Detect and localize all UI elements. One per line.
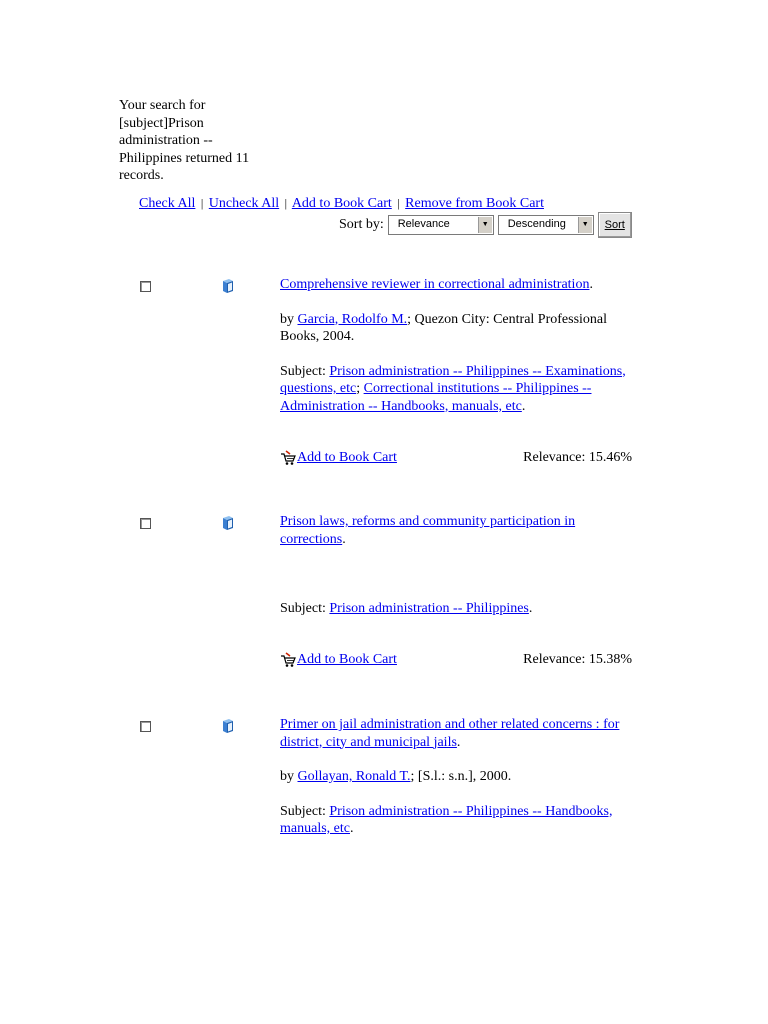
- subject-label: Subject:: [280, 363, 330, 379]
- punctuation: .: [528, 601, 533, 616]
- punctuation: .: [521, 398, 526, 414]
- check-all-link[interactable]: Check All: [139, 196, 196, 211]
- remove-from-cart-link[interactable]: Remove from Book Cart: [405, 196, 544, 211]
- subject-label: Subject:: [280, 601, 330, 616]
- separator: |: [397, 196, 400, 210]
- chevron-down-icon: ▼: [478, 217, 492, 233]
- sort-field-value: Relevance: [397, 218, 450, 230]
- chevron-down-icon: ▼: [578, 217, 592, 233]
- book-icon: [222, 719, 234, 733]
- sort-field-select[interactable]: [388, 215, 494, 235]
- subject-link[interactable]: Correctional institutions -- Philippines -- Administration -- Handbooks, manuals, etc: [280, 381, 592, 414]
- publication-info: ; [S.l.: s.n.], 2000.: [410, 769, 512, 784]
- shopping-cart-icon: [280, 652, 296, 668]
- author-link[interactable]: Garcia, Rodolfo M.: [297, 311, 408, 327]
- summary-line: [subject]Prison: [119, 115, 204, 131]
- punctuation: .: [342, 531, 346, 547]
- publication-info: ; Quezon City: Central Professional Books, 2004.: [280, 311, 608, 344]
- separator: |: [284, 196, 288, 210]
- relevance-score: Relevance: 15.46%: [523, 450, 632, 465]
- separator: |: [200, 196, 204, 210]
- summary-line: records.: [119, 168, 164, 183]
- add-to-cart-link[interactable]: Add to Book Cart: [291, 196, 392, 211]
- uncheck-all-link[interactable]: Uncheck All: [208, 196, 280, 211]
- record-2-cart-row: [280, 652, 638, 670]
- summary-line: Your search for: [119, 98, 206, 113]
- subject-link[interactable]: Prison administration -- Philippines -- Examinations, questions, etc: [280, 363, 626, 396]
- subject-link[interactable]: Prison administration -- Philippines: [329, 601, 529, 616]
- record-1-cart-row: [280, 450, 638, 468]
- search-summary: [119, 97, 279, 185]
- by-label: by: [280, 311, 298, 327]
- record-1: [280, 276, 638, 415]
- subject-label: Subject:: [280, 803, 330, 819]
- record-title-link[interactable]: Primer on jail administration and other related concerns : for district, city and municipal jails: [280, 717, 620, 750]
- punctuation: .: [349, 821, 354, 836]
- sort-order-value: Descending: [507, 218, 566, 230]
- by-label: by: [280, 769, 298, 784]
- summary-line: Philippines returned 11: [119, 150, 250, 166]
- sort-button[interactable]: Sort: [598, 212, 632, 238]
- book-icon: [222, 279, 234, 293]
- summary-line: administration --: [119, 133, 213, 148]
- record-title-link[interactable]: Prison laws, reforms and community participation in corrections: [280, 514, 576, 547]
- add-to-cart-link[interactable]: Add to Book Cart: [297, 652, 397, 667]
- author-link[interactable]: Gollayan, Ronald T.: [297, 769, 411, 784]
- record-checkbox[interactable]: [140, 518, 151, 529]
- add-to-cart-link[interactable]: Add to Book Cart: [297, 450, 397, 465]
- punctuation: ;: [356, 381, 364, 396]
- shopping-cart-icon: [280, 450, 296, 466]
- add-to-book-cart[interactable]: [280, 450, 397, 466]
- record-2: [280, 513, 638, 618]
- record-checkbox[interactable]: [140, 281, 151, 292]
- punctuation: .: [456, 734, 461, 750]
- relevance-score: Relevance: 15.38%: [523, 652, 632, 667]
- record-checkbox[interactable]: [140, 721, 151, 732]
- sort-label: Sort by:: [339, 217, 384, 232]
- subject-link[interactable]: Prison administration -- Philippines -- Handbooks, manuals, etc: [280, 803, 613, 836]
- add-to-book-cart[interactable]: [280, 652, 397, 668]
- sort-bar: [339, 212, 632, 238]
- punctuation: .: [589, 277, 593, 292]
- sort-order-select[interactable]: [498, 215, 594, 235]
- book-icon: [222, 516, 234, 530]
- bulk-actions-bar: [139, 194, 544, 213]
- record-title-link[interactable]: Comprehensive reviewer in correctional administration: [280, 277, 590, 292]
- record-3: [280, 716, 638, 838]
